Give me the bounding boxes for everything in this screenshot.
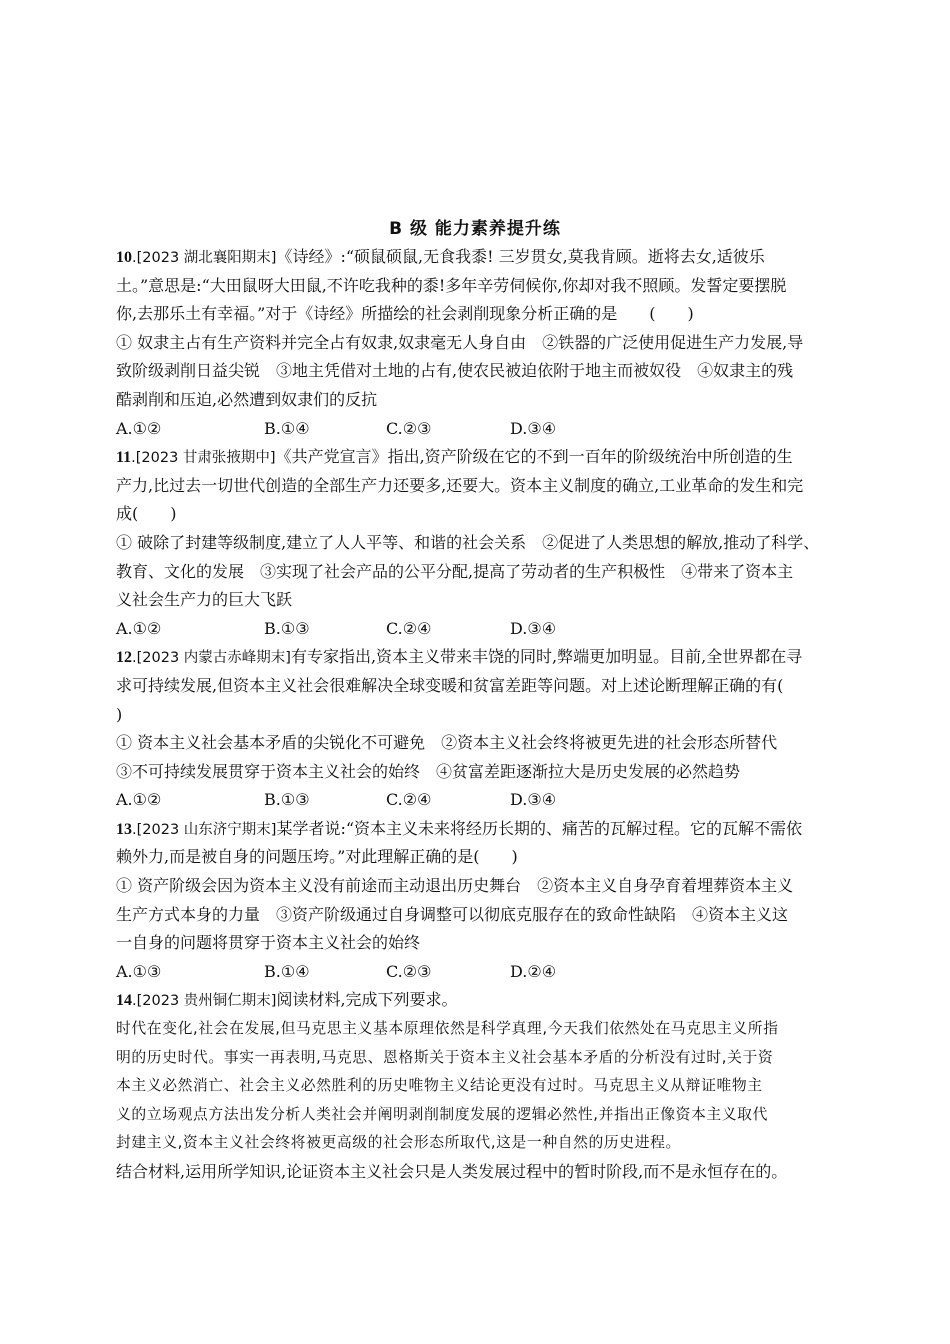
- question-stem-line: 土。”意思是:“大田鼠呀大田鼠,不许吃我种的黍!多年辛劳伺候你,你却对我不照顾。发誓定要摆脱: [116, 275, 787, 295]
- question-source: .[2023 贵州铜仁期末]: [132, 993, 277, 1010]
- option-d: D.③④: [510, 790, 557, 810]
- question-13: [116, 815, 851, 987]
- statement-line: ① 资产阶级会因为资本主义没有前途而主动退出历史舞台 ②资本主义自身孕育着埋葬资本主义: [116, 876, 794, 896]
- question-source: .[2023 内蒙古赤峰期末]: [132, 650, 291, 667]
- option-d: D.③④: [510, 418, 557, 438]
- question-stem-line: 某学者说:“资本主义未来将经历长期的、痛苦的瓦解过程。它的瓦解不需依: [276, 818, 803, 838]
- option-a: A.①③: [116, 961, 162, 981]
- question-12: [116, 643, 851, 815]
- material-line: 本主义必然消亡、社会主义必然胜利的历史唯物主义结论更没有过时。马克思主义从辩证唯物主: [116, 1077, 763, 1095]
- answer-options: [116, 786, 851, 815]
- question-11: [116, 443, 851, 643]
- question-source: .[2023 湖北襄阳期末]: [132, 250, 277, 266]
- option-a: A.①②: [116, 418, 162, 438]
- question-number: 13: [116, 820, 132, 838]
- option-d: D.③④: [510, 618, 557, 638]
- answer-options: [116, 958, 851, 987]
- section-title: B 级 能力素养提升练: [389, 219, 561, 239]
- question-stem-line: 有专家指出,资本主义带来丰饶的同时,弊端更加明显。目前,全世界都在寻: [290, 647, 803, 667]
- question-stem-line: 赖外力,而是被自身的问题压垮。”对此理解正确的是( ): [116, 847, 518, 867]
- material-line: 封建主义,资本主义社会终将被更高级的社会形态所取代,这是一种自然的历史进程。: [116, 1134, 681, 1152]
- question-stem-line: 《诗经》:“硕鼠硕鼠,无食我黍! 三岁贯女,莫我肯顾。逝将去女,适彼乐: [276, 247, 765, 266]
- question-14: [116, 986, 851, 1186]
- statement-line: 生产方式本身的力量 ③资产阶级通过自身调整可以彻底克服存在的致命性缺陷 ④资本主义这: [116, 904, 789, 924]
- statement-line: ① 资本主义社会基本矛盾的尖锐化不可避免 ②资本主义社会终将被更先进的社会形态所替代: [116, 733, 778, 753]
- option-a: A.①②: [116, 618, 162, 638]
- option-c: C.②③: [386, 418, 432, 438]
- statement-line: 一自身的问题将贯穿于资本主义社会的始终: [116, 933, 421, 953]
- question-source: .[2023 山东济宁期末]: [132, 821, 277, 838]
- option-b: B.①③: [264, 790, 310, 810]
- question-stem-line: 产力,比过去一切世代创造的全部生产力还要多,还要大。资本主义制度的确立,工业革命的发生和完: [116, 475, 804, 495]
- question-stem-line: 你,去那乐土有幸福。”对于《诗经》所描绘的社会剥削现象分析正确的是 ( ): [116, 304, 694, 324]
- question-task: 结合材料,运用所学知识,论证资本主义社会只是人类发展过程中的暂时阶段,而不是永恒存在的。: [116, 1162, 788, 1181]
- question-number: 10: [116, 249, 132, 266]
- statement-line: ① 破除了封建等级制度,建立了人人平等、和谐的社会关系 ②促进了人类思想的解放,推动了科学、: [116, 532, 820, 552]
- statement-line: 教育、文化的发展 ③实现了社会产品的公平分配,提高了劳动者的生产积极性 ④带来了资本主: [116, 561, 794, 581]
- statement-line: 义社会生产力的巨大飞跃: [116, 590, 293, 610]
- reading-material: [116, 1015, 851, 1158]
- option-c: C.②③: [386, 961, 432, 981]
- question-10: [116, 243, 851, 443]
- material-line: 时代在变化,社会在发展,但马克思主义基本原理依然是科学真理,今天我们依然处在马克思主义所指: [116, 1020, 779, 1038]
- option-d: D.②④: [510, 961, 557, 981]
- material-line: 义的立场观点方法出发分析人类社会并阐明剥削制度发展的逻辑必然性,并指出正像资本主义取代: [116, 1105, 768, 1123]
- option-a: A.①②: [116, 790, 162, 810]
- option-c: C.②④: [386, 618, 432, 638]
- question-stem-line: 《共产党宣言》指出,资产阶级在它的不到一百年的阶级统治中所创造的生: [275, 447, 793, 467]
- question-stem-line: 求可持续发展,但资本主义社会很难解决全球变暖和贫富差距等问题。对上述论断理解正确的有(: [116, 675, 784, 695]
- question-number: 14: [116, 992, 132, 1010]
- question-source: .[2023 甘肃张掖期中]: [131, 450, 276, 467]
- question-number: 12: [116, 649, 132, 667]
- option-b: B.①③: [264, 618, 310, 638]
- answer-options: [116, 615, 851, 644]
- option-b: B.①④: [264, 961, 310, 981]
- material-line: 明的历史时代。事实一再表明,马克思、恩格斯关于资本主义社会基本矛盾的分析没有过时,关于资: [116, 1048, 774, 1066]
- question-list: [116, 243, 851, 1187]
- statement-line: ③不可持续发展贯穿于资本主义社会的始终 ④贫富差距逐渐拉大是历史发展的必然趋势: [116, 761, 741, 781]
- statement-line: ① 奴隶主占有生产资料并完全占有奴隶,奴隶毫无人身自由 ②铁器的广泛使用促进生产力发展,导: [116, 332, 804, 352]
- question-stem-line: 阅读材料,完成下列要求。: [276, 990, 458, 1010]
- statement-line: 致阶级剥削日益尖锐 ③地主凭借对土地的占有,使农民被迫依附于地主而被奴役 ④奴隶主的残: [116, 361, 794, 381]
- option-c: C.②④: [386, 790, 432, 810]
- question-stem-line: 成( ): [116, 504, 177, 524]
- statement-line: 酷剥削和压迫,必然遭到奴隶们的反抗: [116, 389, 378, 409]
- question-stem-line: ): [116, 704, 123, 724]
- option-b: B.①④: [264, 418, 310, 438]
- question-number: 11: [116, 449, 132, 467]
- answer-options: [116, 415, 851, 444]
